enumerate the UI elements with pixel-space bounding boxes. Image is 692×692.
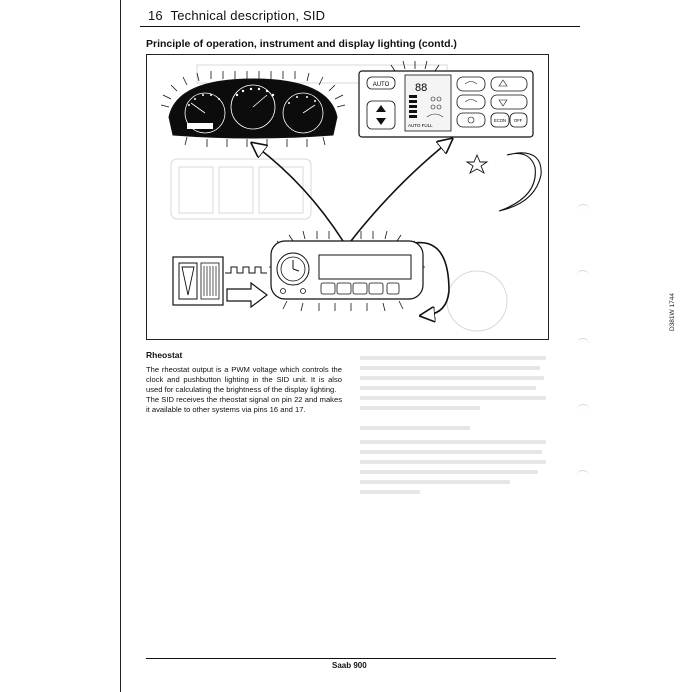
paragraph-rheostat-signal: The SID receives the rheostat signal on pin 22 and makes it available to other systems via pins 16 and 17. <box>146 395 342 414</box>
lighting-diagram <box>146 54 676 340</box>
page-header <box>140 4 580 27</box>
section-heading: Principle of operation, instrument and display lighting (contd.) <box>146 38 457 50</box>
input-arrow-icon <box>227 283 267 307</box>
footer-rule <box>146 658 556 659</box>
star-icon <box>467 155 487 173</box>
temperature-digits: 88 <box>415 82 428 94</box>
moon-icon <box>499 153 541 211</box>
header-title <box>148 8 325 23</box>
instrument-cluster <box>161 71 345 147</box>
rheostat-input <box>173 257 267 307</box>
binding-line <box>120 0 121 692</box>
lighting-diagram-drawing <box>147 55 550 341</box>
climate-control-panel <box>359 61 533 137</box>
auto-full-indicator: AUTO FULL <box>408 123 433 128</box>
footer-model: Saab 900 <box>332 661 367 670</box>
night-symbols <box>467 153 541 211</box>
figure-reference: D381W 1744 <box>669 293 676 331</box>
paragraph-rheostat-output: The rheostat output is a PWM voltage which controls the clock and pushbutton lighting in the SID unit. It is also used for calculating the brightness of the display lighting. <box>146 365 342 394</box>
page-number: 16 <box>148 8 163 23</box>
body-text <box>146 350 342 415</box>
off-button-label: OFF <box>513 118 523 123</box>
econ-button-label: ECON <box>493 118 507 123</box>
auto-button-label: AUTO <box>372 82 390 88</box>
subsection-heading: Rheostat <box>146 350 183 360</box>
chapter-title: Technical description, SID <box>170 8 326 23</box>
sid-unit <box>269 231 425 311</box>
